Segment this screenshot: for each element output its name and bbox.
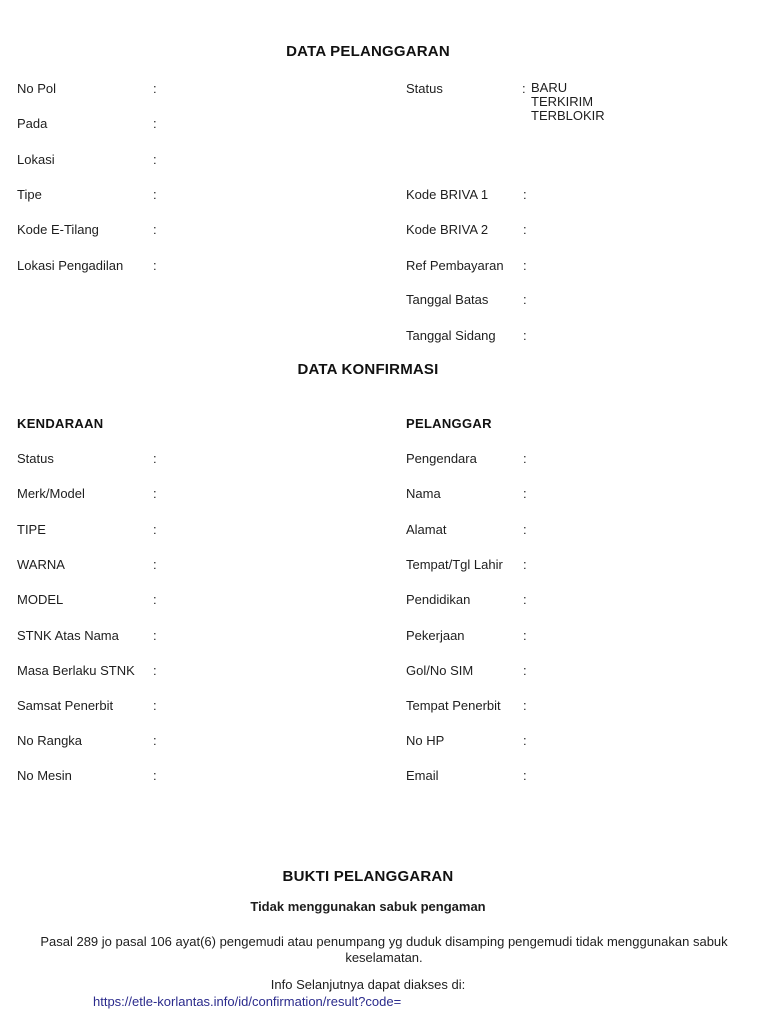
field-colon: : [523, 557, 527, 572]
kendaraan-heading: KENDARAAN [17, 416, 104, 431]
field-colon: : [153, 628, 157, 643]
field-colon: : [153, 116, 157, 131]
field-colon: : [523, 733, 527, 748]
field-label-email: Email [406, 768, 439, 783]
field-colon: : [153, 557, 157, 572]
confirmation-link[interactable]: https://etle-korlantas.info/id/confirmation/result?code= [93, 994, 402, 1009]
status-value-terblokir: TERBLOKIR [531, 108, 605, 123]
field-label-kode-briva-2: Kode BRIVA 2 [406, 222, 489, 237]
field-label-model: MODEL [17, 592, 64, 607]
field-colon: : [523, 486, 527, 501]
pelanggar-heading: PELANGGAR [406, 416, 492, 431]
field-colon: : [523, 292, 527, 307]
field-colon: : [523, 187, 527, 202]
field-colon: : [153, 81, 157, 96]
field-colon: : [523, 328, 527, 343]
field-label-stnk-atas-nama: STNK Atas Nama [17, 628, 119, 643]
field-colon: : [153, 522, 157, 537]
field-colon: : [523, 222, 527, 237]
field-label-warna: WARNA [17, 557, 65, 572]
field-label-tempat-penerbit: Tempat Penerbit [406, 698, 501, 713]
field-colon: : [153, 663, 157, 678]
field-label-tipe-kendaraan: TIPE [17, 522, 46, 537]
field-colon: : [153, 486, 157, 501]
field-colon: : [523, 258, 527, 273]
field-colon: : [153, 768, 157, 783]
status-values [531, 81, 605, 123]
field-label-no-hp: No HP [406, 733, 445, 748]
field-label-gol-no-sim: Gol/No SIM [406, 663, 474, 678]
field-colon: : [153, 592, 157, 607]
info-text: Info Selanjutnya dapat diakses di: [270, 977, 466, 992]
field-label-status: Status [406, 81, 443, 96]
field-colon: : [523, 628, 527, 643]
field-colon: : [153, 258, 157, 273]
field-label-no-pol: No Pol [17, 81, 57, 96]
field-colon: : [153, 698, 157, 713]
field-colon: : [523, 768, 527, 783]
field-label-alamat: Alamat [406, 522, 447, 537]
field-label-nama: Nama [406, 486, 441, 501]
field-colon: : [153, 152, 157, 167]
field-label-masa-berlaku-stnk: Masa Berlaku STNK [17, 663, 135, 678]
field-label-pengendara: Pengendara [406, 451, 477, 466]
field-colon: : [153, 187, 157, 202]
field-colon: : [523, 698, 527, 713]
field-colon: : [523, 451, 527, 466]
field-colon: : [153, 222, 157, 237]
field-label-kode-briva-1: Kode BRIVA 1 [406, 187, 489, 202]
field-colon: : [523, 663, 527, 678]
data-konfirmasi-title: DATA KONFIRMASI [297, 361, 439, 378]
violation-description: Pasal 289 jo pasal 106 ayat(6) pengemudi atau penumpang yg duduk disamping pengemudi tidak menggunakan sabuk keselamatan. [40, 934, 728, 965]
field-label-kode-e-tilang: Kode E-Tilang [17, 222, 99, 237]
field-label-samsat-penerbit: Samsat Penerbit [17, 698, 114, 713]
data-pelanggaran-title: DATA PELANGGARAN [286, 43, 450, 60]
field-label-lokasi: Lokasi [17, 152, 55, 167]
field-label-ref-pembayaran: Ref Pembayaran [406, 258, 504, 273]
field-label-pada: Pada [17, 116, 48, 131]
field-colon: : [523, 522, 527, 537]
field-colon: : [153, 451, 157, 466]
field-colon: : [523, 592, 527, 607]
status-value-terkirim: TERKIRIM [531, 94, 594, 109]
field-label-kendaraan-status: Status [17, 451, 54, 466]
field-label-pendidikan: Pendidikan [406, 592, 471, 607]
violation-type: Tidak menggunakan sabuk pengaman [250, 899, 486, 914]
field-label-tempat-tgl-lahir: Tempat/Tgl Lahir [406, 557, 503, 572]
field-label-merk-model: Merk/Model [17, 486, 85, 501]
field-label-pekerjaan: Pekerjaan [406, 628, 465, 643]
field-label-lokasi-pengadilan: Lokasi Pengadilan [17, 258, 124, 273]
field-colon: : [522, 81, 526, 96]
field-label-tanggal-sidang: Tanggal Sidang [406, 328, 496, 343]
field-colon: : [153, 733, 157, 748]
bukti-pelanggaran-title: BUKTI PELANGGARAN [282, 868, 454, 885]
field-label-tipe: Tipe [17, 187, 42, 202]
field-label-no-rangka: No Rangka [17, 733, 83, 748]
status-value-baru: BARU [531, 80, 568, 95]
field-label-tanggal-batas: Tanggal Batas [406, 292, 489, 307]
field-label-no-mesin: No Mesin [17, 768, 72, 783]
